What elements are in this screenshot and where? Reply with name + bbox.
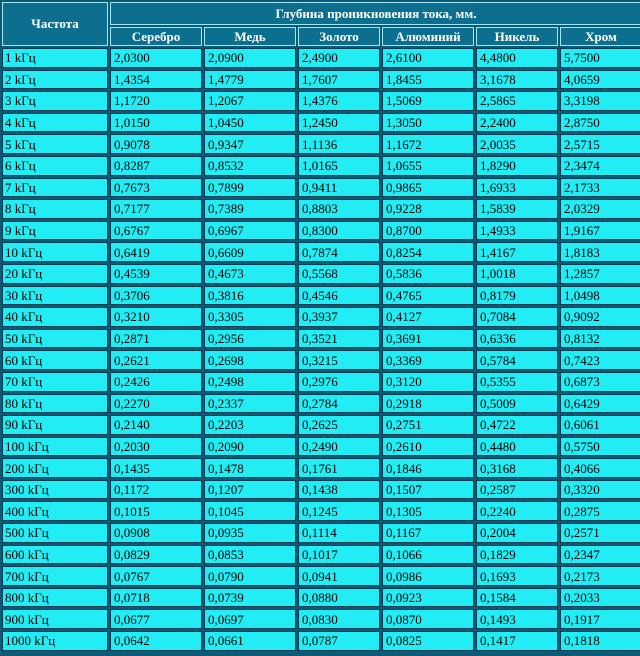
table-row (2, 609, 640, 629)
depth-value-cell: 0,2621 (110, 350, 202, 370)
depth-value-cell: 0,1438 (298, 480, 380, 500)
depth-value-cell: 0,7423 (560, 350, 640, 370)
depth-value-cell: 0,4127 (382, 307, 474, 327)
frequency-cell: 900 kГц (2, 609, 108, 629)
depth-value-cell: 0,3320 (560, 480, 640, 500)
depth-value-cell: 0,2571 (560, 523, 640, 543)
depth-value-cell: 0,2090 (204, 437, 296, 457)
depth-value-cell: 0,0790 (204, 566, 296, 586)
depth-value-cell: 0,2347 (560, 545, 640, 565)
depth-value-cell: 0,7899 (204, 178, 296, 198)
table-row (2, 545, 640, 565)
depth-value-cell: 0,8803 (298, 199, 380, 219)
frequency-cell: 30 kГц (2, 286, 108, 306)
depth-value-cell: 0,1015 (110, 501, 202, 521)
frequency-cell: 7 kГц (2, 178, 108, 198)
depth-value-cell: 0,4539 (110, 264, 202, 284)
depth-value-cell: 0,5009 (476, 394, 558, 414)
table-row (2, 566, 640, 586)
frequency-cell: 400 kГц (2, 501, 108, 521)
depth-value-cell: 0,3937 (298, 307, 380, 327)
depth-value-cell: 1,1672 (382, 134, 474, 154)
table-row (2, 178, 640, 198)
depth-value-cell: 3,3198 (560, 91, 640, 111)
depth-value-cell: 0,4546 (298, 286, 380, 306)
depth-value-cell: 0,7673 (110, 178, 202, 198)
frequency-cell: 9 kГц (2, 221, 108, 241)
depth-value-cell: 2,0900 (204, 48, 296, 68)
depth-value-cell: 0,4673 (204, 264, 296, 284)
table-row (2, 91, 640, 111)
depth-value-cell: 0,0880 (298, 588, 380, 608)
depth-value-cell: 0,2625 (298, 415, 380, 435)
depth-value-cell: 0,0767 (110, 566, 202, 586)
depth-value-cell: 1,4933 (476, 221, 558, 241)
depth-value-cell: 1,0450 (204, 113, 296, 133)
depth-value-cell: 1,1136 (298, 134, 380, 154)
depth-value-cell: 0,2490 (298, 437, 380, 457)
depth-value-cell: 2,4900 (298, 48, 380, 68)
depth-value-cell: 0,1829 (476, 545, 558, 565)
depth-value-cell: 0,2918 (382, 394, 474, 414)
depth-value-cell: 0,2587 (476, 480, 558, 500)
depth-value-cell: 0,5750 (560, 437, 640, 457)
frequency-cell: 2 kГц (2, 70, 108, 90)
table-row (2, 264, 640, 284)
frequency-cell: 8 kГц (2, 199, 108, 219)
table-row (2, 437, 640, 457)
table-row (2, 134, 640, 154)
depth-value-cell: 0,0739 (204, 588, 296, 608)
table-row (2, 307, 640, 327)
depth-value-cell: 0,0642 (110, 631, 202, 651)
depth-value-cell: 0,1417 (476, 631, 558, 651)
depth-value-cell: 0,5836 (382, 264, 474, 284)
depth-value-cell: 0,1818 (560, 631, 640, 651)
depth-value-cell: 0,0661 (204, 631, 296, 651)
depth-value-cell: 0,0941 (298, 566, 380, 586)
depth-value-cell: 0,4480 (476, 437, 558, 457)
depth-value-cell: 0,0908 (110, 523, 202, 543)
metal-header-silver: Серебро (110, 27, 202, 46)
depth-value-cell: 2,5865 (476, 91, 558, 111)
depth-value-cell: 0,9865 (382, 178, 474, 198)
table-row (2, 286, 640, 306)
depth-value-cell: 0,0935 (204, 523, 296, 543)
depth-value-cell: 0,3215 (298, 350, 380, 370)
metal-header-copper: Медь (204, 27, 296, 46)
depth-value-cell: 0,4722 (476, 415, 558, 435)
depth-value-cell: 0,2976 (298, 372, 380, 392)
depth-value-cell: 0,0870 (382, 609, 474, 629)
frequency-cell: 20 kГц (2, 264, 108, 284)
depth-value-cell: 0,6336 (476, 329, 558, 349)
depth-value-cell: 0,2784 (298, 394, 380, 414)
table-row (2, 523, 640, 543)
depth-value-cell: 0,1693 (476, 566, 558, 586)
depth-value-cell: 0,2498 (204, 372, 296, 392)
frequency-cell: 1000 kГц (2, 631, 108, 651)
depth-value-cell: 0,2698 (204, 350, 296, 370)
depth-value-cell: 0,1493 (476, 609, 558, 629)
depth-value-cell: 0,8300 (298, 221, 380, 241)
depth-value-cell: 0,1761 (298, 458, 380, 478)
table-header (2, 2, 640, 46)
frequency-cell: 1 kГц (2, 48, 108, 68)
depth-value-cell: 1,4376 (298, 91, 380, 111)
depth-value-cell: 1,8290 (476, 156, 558, 176)
table-body (2, 48, 640, 651)
header-row-1 (2, 2, 640, 25)
depth-value-cell: 2,5715 (560, 134, 640, 154)
depth-value-cell: 0,0830 (298, 609, 380, 629)
depth-value-cell: 1,5069 (382, 91, 474, 111)
depth-value-cell: 0,1584 (476, 588, 558, 608)
frequency-cell: 300 kГц (2, 480, 108, 500)
depth-value-cell: 0,0829 (110, 545, 202, 565)
depth-value-cell: 1,7607 (298, 70, 380, 90)
depth-value-cell: 1,0498 (560, 286, 640, 306)
table-row (2, 48, 640, 68)
depth-value-cell: 1,3050 (382, 113, 474, 133)
depth-value-cell: 2,3474 (560, 156, 640, 176)
frequency-cell: 50 kГц (2, 329, 108, 349)
depth-value-cell: 0,3210 (110, 307, 202, 327)
metal-header-nickel: Никель (476, 27, 558, 46)
depth-value-cell: 0,0697 (204, 609, 296, 629)
depth-value-cell: 0,1167 (382, 523, 474, 543)
depth-value-cell: 0,2240 (476, 501, 558, 521)
depth-value-cell: 2,1733 (560, 178, 640, 198)
depth-value-cell: 0,0923 (382, 588, 474, 608)
table-row (2, 350, 640, 370)
table-row (2, 242, 640, 262)
depth-value-cell: 0,1017 (298, 545, 380, 565)
depth-value-cell: 2,0300 (110, 48, 202, 68)
table-row (2, 156, 640, 176)
depth-value-cell: 0,5568 (298, 264, 380, 284)
depth-value-cell: 0,8287 (110, 156, 202, 176)
depth-value-cell: 0,6609 (204, 242, 296, 262)
depth-value-cell: 0,6429 (560, 394, 640, 414)
depth-group-header: Глубина проникновения тока, мм. (110, 2, 640, 25)
depth-value-cell: 1,4167 (476, 242, 558, 262)
depth-value-cell: 0,3168 (476, 458, 558, 478)
depth-value-cell: 0,5355 (476, 372, 558, 392)
depth-value-cell: 0,0677 (110, 609, 202, 629)
depth-value-cell: 0,1066 (382, 545, 474, 565)
depth-value-cell: 1,8455 (382, 70, 474, 90)
table-row (2, 588, 640, 608)
frequency-cell: 80 kГц (2, 394, 108, 414)
depth-value-cell: 0,0853 (204, 545, 296, 565)
depth-value-cell: 0,2173 (560, 566, 640, 586)
table-row (2, 394, 640, 414)
depth-value-cell: 2,2400 (476, 113, 558, 133)
depth-value-cell: 2,0035 (476, 134, 558, 154)
depth-value-cell: 1,8183 (560, 242, 640, 262)
frequency-cell: 5 kГц (2, 134, 108, 154)
depth-value-cell: 1,0165 (298, 156, 380, 176)
frequency-cell: 700 kГц (2, 566, 108, 586)
depth-value-cell: 0,1245 (298, 501, 380, 521)
depth-value-cell: 0,1114 (298, 523, 380, 543)
depth-value-cell: 0,6767 (110, 221, 202, 241)
frequency-cell: 200 kГц (2, 458, 108, 478)
depth-value-cell: 0,1507 (382, 480, 474, 500)
depth-value-cell: 1,0655 (382, 156, 474, 176)
depth-value-cell: 3,1678 (476, 70, 558, 90)
depth-value-cell: 0,9228 (382, 199, 474, 219)
depth-value-cell: 0,1917 (560, 609, 640, 629)
frequency-cell: 100 kГц (2, 437, 108, 457)
frequency-cell: 4 kГц (2, 113, 108, 133)
table-row (2, 415, 640, 435)
depth-value-cell: 0,2270 (110, 394, 202, 414)
depth-value-cell: 0,3369 (382, 350, 474, 370)
frequency-cell: 10 kГц (2, 242, 108, 262)
depth-value-cell: 0,8700 (382, 221, 474, 241)
table-row (2, 199, 640, 219)
frequency-cell: 90 kГц (2, 415, 108, 435)
table-row (2, 372, 640, 392)
depth-value-cell: 0,1045 (204, 501, 296, 521)
depth-value-cell: 0,4066 (560, 458, 640, 478)
depth-value-cell: 0,1478 (204, 458, 296, 478)
depth-value-cell: 0,1172 (110, 480, 202, 500)
frequency-cell: 600 kГц (2, 545, 108, 565)
depth-value-cell: 0,3120 (382, 372, 474, 392)
depth-value-cell: 0,2751 (382, 415, 474, 435)
depth-value-cell: 2,6100 (382, 48, 474, 68)
depth-value-cell: 0,2956 (204, 329, 296, 349)
metal-header-chromium: Хром (560, 27, 640, 46)
depth-value-cell: 4,4800 (476, 48, 558, 68)
depth-value-cell: 0,1207 (204, 480, 296, 500)
depth-value-cell: 0,0825 (382, 631, 474, 651)
depth-value-cell: 0,3521 (298, 329, 380, 349)
depth-value-cell: 0,8254 (382, 242, 474, 262)
depth-value-cell: 0,3706 (110, 286, 202, 306)
depth-value-cell: 0,1846 (382, 458, 474, 478)
table-row (2, 70, 640, 90)
depth-value-cell: 0,0986 (382, 566, 474, 586)
depth-value-cell: 0,2140 (110, 415, 202, 435)
depth-value-cell: 1,5839 (476, 199, 558, 219)
table-row (2, 113, 640, 133)
depth-value-cell: 1,0150 (110, 113, 202, 133)
table-row (2, 480, 640, 500)
frequency-cell: 6 kГц (2, 156, 108, 176)
table-row (2, 501, 640, 521)
depth-value-cell: 0,2203 (204, 415, 296, 435)
depth-value-cell: 0,3691 (382, 329, 474, 349)
depth-value-cell: 1,6933 (476, 178, 558, 198)
depth-value-cell: 0,6873 (560, 372, 640, 392)
depth-value-cell: 0,2871 (110, 329, 202, 349)
frequency-cell: 500 kГц (2, 523, 108, 543)
table-row (2, 329, 640, 349)
depth-value-cell: 0,3816 (204, 286, 296, 306)
frequency-cell: 70 kГц (2, 372, 108, 392)
depth-value-cell: 0,2875 (560, 501, 640, 521)
depth-value-cell: 1,2450 (298, 113, 380, 133)
depth-value-cell: 5,7500 (560, 48, 640, 68)
depth-value-cell: 0,1305 (382, 501, 474, 521)
frequency-column-header: Частота (2, 2, 108, 46)
depth-value-cell: 1,9167 (560, 221, 640, 241)
depth-value-cell: 1,0018 (476, 264, 558, 284)
frequency-cell: 800 kГц (2, 588, 108, 608)
depth-value-cell: 0,2033 (560, 588, 640, 608)
depth-value-cell: 0,9078 (110, 134, 202, 154)
depth-value-cell: 0,7389 (204, 199, 296, 219)
depth-value-cell: 0,2030 (110, 437, 202, 457)
frequency-cell: 40 kГц (2, 307, 108, 327)
depth-value-cell: 0,5784 (476, 350, 558, 370)
depth-value-cell: 0,8532 (204, 156, 296, 176)
depth-value-cell: 1,4779 (204, 70, 296, 90)
depth-value-cell: 1,2067 (204, 91, 296, 111)
depth-value-cell: 0,2426 (110, 372, 202, 392)
depth-value-cell: 0,9411 (298, 178, 380, 198)
depth-value-cell: 1,1720 (110, 91, 202, 111)
table-row (2, 221, 640, 241)
frequency-cell: 60 kГц (2, 350, 108, 370)
depth-value-cell: 0,0718 (110, 588, 202, 608)
depth-value-cell: 0,6419 (110, 242, 202, 262)
depth-value-cell: 1,2857 (560, 264, 640, 284)
depth-value-cell: 0,6967 (204, 221, 296, 241)
depth-value-cell: 0,8132 (560, 329, 640, 349)
depth-value-cell: 0,4765 (382, 286, 474, 306)
depth-value-cell: 0,9347 (204, 134, 296, 154)
frequency-cell: 3 kГц (2, 91, 108, 111)
depth-value-cell: 0,7084 (476, 307, 558, 327)
table-row (2, 631, 640, 651)
depth-value-cell: 0,2004 (476, 523, 558, 543)
depth-value-cell: 0,8179 (476, 286, 558, 306)
depth-value-cell: 0,2337 (204, 394, 296, 414)
depth-value-cell: 0,1435 (110, 458, 202, 478)
depth-value-cell: 2,8750 (560, 113, 640, 133)
depth-value-cell: 0,7177 (110, 199, 202, 219)
depth-value-cell: 0,7874 (298, 242, 380, 262)
depth-value-cell: 2,0329 (560, 199, 640, 219)
depth-value-cell: 0,3305 (204, 307, 296, 327)
depth-value-cell: 0,6061 (560, 415, 640, 435)
metal-header-aluminum: Алюминий (382, 27, 474, 46)
depth-value-cell: 0,0787 (298, 631, 380, 651)
depth-value-cell: 0,2610 (382, 437, 474, 457)
depth-value-cell: 1,4354 (110, 70, 202, 90)
depth-value-cell: 4,0659 (560, 70, 640, 90)
table-row (2, 458, 640, 478)
depth-value-cell: 0,9092 (560, 307, 640, 327)
metal-header-gold: Золото (298, 27, 380, 46)
